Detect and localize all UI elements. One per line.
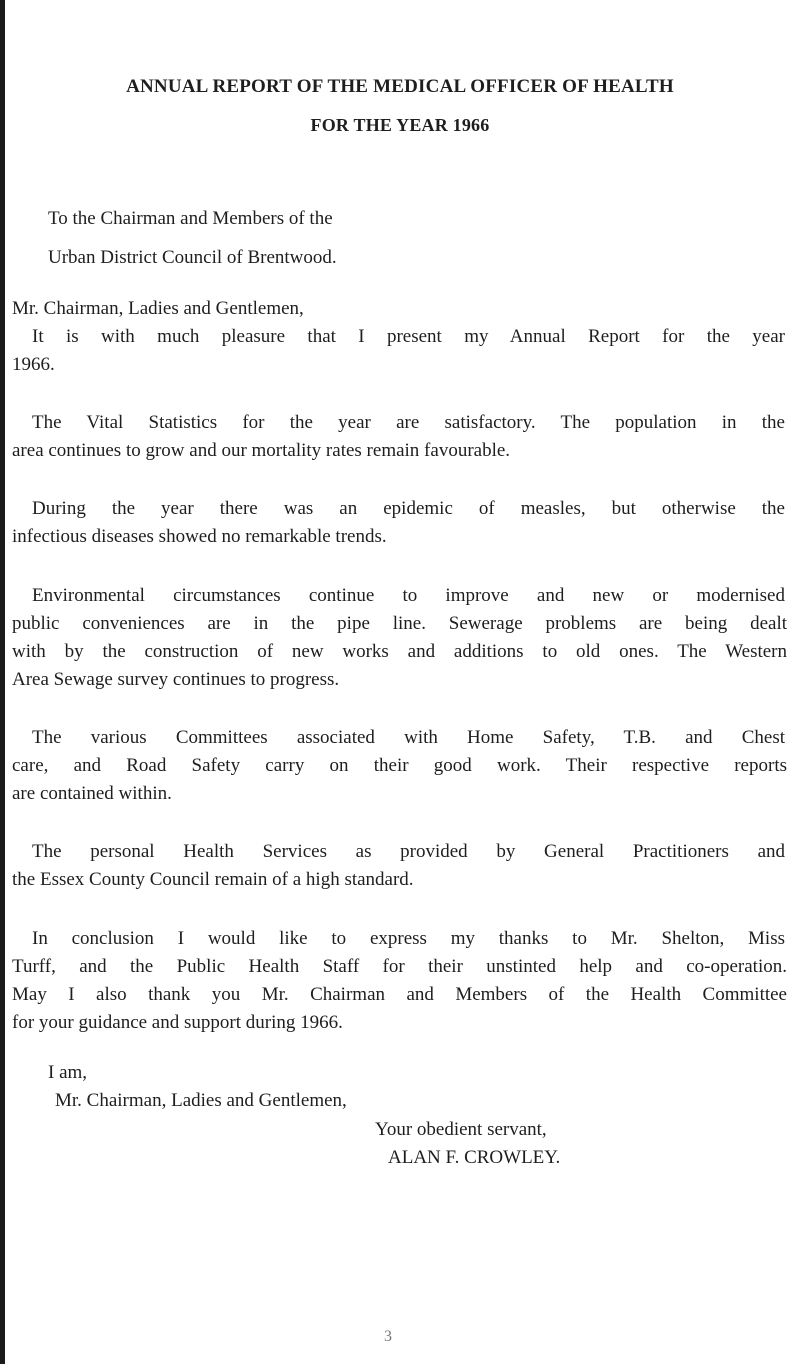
- paragraph-5-line-2: care, and Road Safety carry on their good work. Their respective reports: [12, 755, 787, 776]
- paragraph-7-line-3: May I also thank you Mr. Chairman and Members of the Health Committee: [12, 984, 787, 1005]
- paragraph-4-line-3: with by the construction of new works and additions to old ones. The Western: [12, 641, 787, 662]
- paragraph-1-line-1: It is with much pleasure that I present my Annual Report for the year: [32, 326, 785, 347]
- closing-valediction: Your obedient servant,: [375, 1119, 547, 1140]
- paragraph-7-line-1: In conclusion I would like to express my thanks to Mr. Shelton, Miss: [32, 928, 785, 949]
- paragraph-5-line-3: are contained within.: [12, 783, 172, 804]
- paragraph-2-line-1: The Vital Statistics for the year are satisfactory. The population in the: [32, 412, 785, 433]
- address-line-2: Urban District Council of Brentwood.: [48, 247, 337, 268]
- page-number: 3: [384, 1328, 392, 1345]
- paragraph-3-line-2: infectious diseases showed no remarkable trends.: [12, 526, 387, 547]
- paragraph-7-line-2: Turff, and the Public Health Staff for their unstinted help and co-operation.: [12, 956, 787, 977]
- signature-name: ALAN F. CROWLEY.: [388, 1147, 561, 1168]
- page-edge-shadow: [0, 0, 5, 1364]
- paragraph-6-line-2: the Essex County Council remain of a high standard.: [12, 869, 414, 890]
- closing-i-am: I am,: [48, 1062, 88, 1083]
- paragraph-5-line-1: The various Committees associated with Home Safety, T.B. and Chest: [32, 727, 785, 748]
- paragraph-4-line-4: Area Sewage survey continues to progress.: [12, 669, 340, 690]
- paragraph-4-line-1: Environmental circumstances continue to improve and new or modernised: [32, 585, 785, 606]
- address-line-1: To the Chairman and Members of the: [48, 208, 333, 229]
- paragraph-7-line-4: for your guidance and support during 1966.: [12, 1012, 343, 1033]
- report-subtitle: FOR THE YEAR 1966: [310, 115, 490, 135]
- paragraph-4-line-2: public conveniences are in the pipe line. Sewerage problems are being dealt: [12, 613, 787, 634]
- paragraph-1-line-2: 1966.: [12, 354, 55, 375]
- paragraph-6-line-1: The personal Health Services as provided by General Practitioners and: [32, 841, 785, 862]
- closing-salutation: Mr. Chairman, Ladies and Gentlemen,: [55, 1090, 347, 1111]
- report-title: ANNUAL REPORT OF THE MEDICAL OFFICER OF HEALTH: [126, 76, 674, 97]
- paragraph-3-line-1: During the year there was an epidemic of measles, but otherwise the: [32, 498, 785, 519]
- salutation: Mr. Chairman, Ladies and Gentlemen,: [12, 298, 304, 319]
- paragraph-2-line-2: area continues to grow and our mortality rates remain favourable.: [12, 440, 511, 461]
